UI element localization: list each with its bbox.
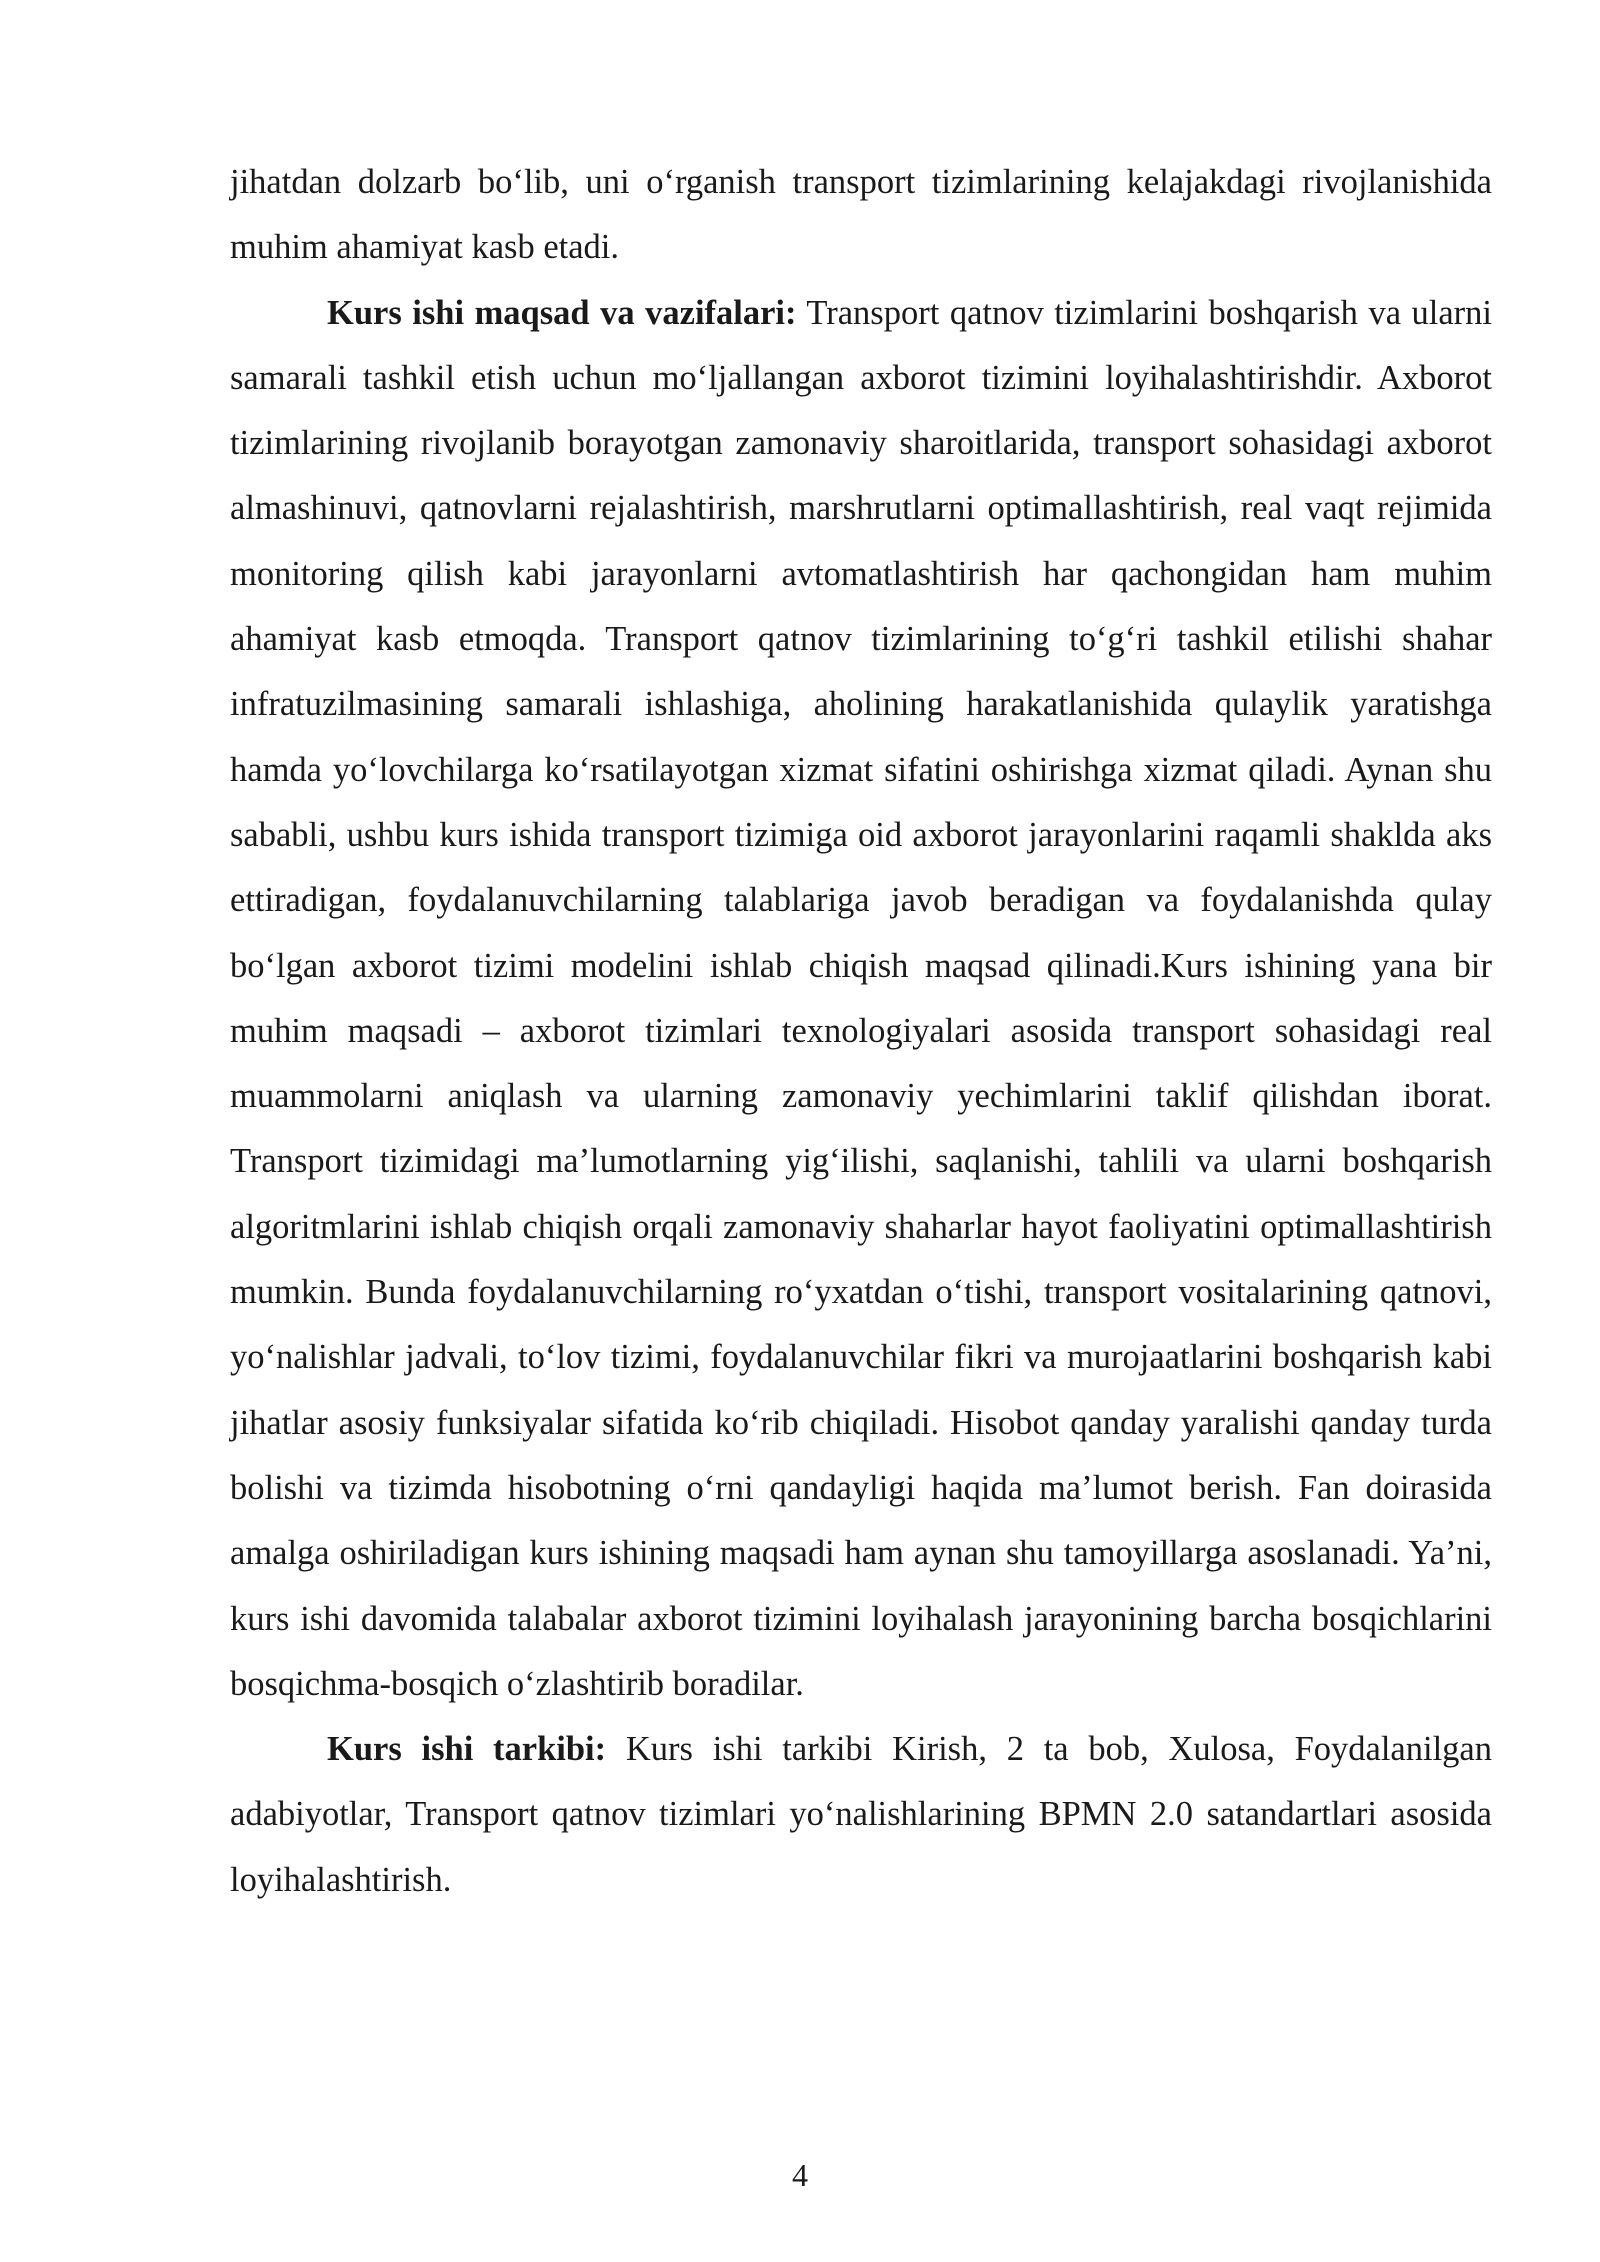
paragraph-heading-structure: Kurs ishi tarkibi: (327, 1730, 607, 1769)
paragraph-text: Kurs ishi tarkibi Kirish, 2 ta bob, Xulosa, Foydalanilgan adabiyotlar, Transport qatnov tizimlari yo‘nalishlarining BPMN 2.0 satandartlari asosida loyihalashtirish. (230, 1730, 1492, 1899)
paragraph-goals (230, 281, 1492, 1718)
document-page (230, 150, 1492, 1913)
paragraph-continuation (230, 150, 1492, 281)
paragraph-structure (230, 1717, 1492, 1913)
page-number: 4 (792, 2157, 808, 2193)
paragraph-text: jihatdan dolzarb bo‘lib, uni o‘rganish transport tizimlarining kelajakdagi rivojlanishida muhim ahamiyat kasb etadi. (230, 163, 1492, 267)
paragraph-heading-goals: Kurs ishi maqsad va vazifalari: (327, 293, 797, 332)
paragraph-text: Transport qatnov tizimlarini boshqarish va ularni samarali tashkil etish uchun mo‘ljallangan axborot tizimini loyihalashtirishdir. Axborot tizimlarining rivojlanib borayotgan zamonaviy sharoitlarida, transport sohasidagi axborot almashinuvi, qatnovlarni rejalashtirish, marshrutlarni optimallashtirish, real vaqt rejimida monitoring qilish kabi jarayonlarni avtomatlashtirish har qachongidan ham muhim ahamiyat kasb etmoqda. Transport qatnov tizimlarining to‘g‘ri tashkil etilishi shahar infratuzilmasining samarali ishlashiga, aholining harakatlanishida qulaylik yaratishga hamda yo‘lovchilarga ko‘rsatilayotgan xizmat sifatini oshirishga xizmat qiladi. Aynan shu sababli, ushbu kurs ishida transport tizimiga oid axborot jarayonlarini raqamli shaklda aks ettiradigan, foydalanuvchilarning talablariga javob beradigan va foydalanishda qulay bo‘lgan axborot tizimi modelini ishlab chiqish maqsad qilinadi.Kurs ishining yana bir muhim maqsadi – axborot tizimlari texnologiyalari asosida transport sohasidagi real muammolarni aniqlash va ularning zamonaviy yechimlarini taklif qilishdan iborat. Transport tizimidagi ma’lumotlarning yig‘ilishi, saqlanishi, tahlili va ularni boshqarish algoritmlarini ishlab chiqish orqali zamonaviy shaharlar hayot faoliyatini optimallashtirish mumkin. Bunda foydalanuvchilarning ro‘yxatdan o‘tishi, transport vositalarining qatnovi, yo‘nalishlar jadvali, to‘lov tizimi, foydalanuvchilar fikri va murojaatlarini boshqarish kabi jihatlar asosiy funksiyalar sifatida ko‘rib chiqiladi. Hisobot qanday yaralishi qanday turda bolishi va tizimda hisobotning o‘rni qandayligi haqida ma’lumot berish. Fan doirasida amalga oshiriladigan kurs ishining maqsadi ham aynan shu tamoyillarga asoslanadi. Ya’ni, kurs ishi davomida talabalar axborot tizimini loyihalash jarayonining barcha bosqichlarini bosqichma-bosqich o‘zlashtirib boradilar. (230, 293, 1492, 1703)
